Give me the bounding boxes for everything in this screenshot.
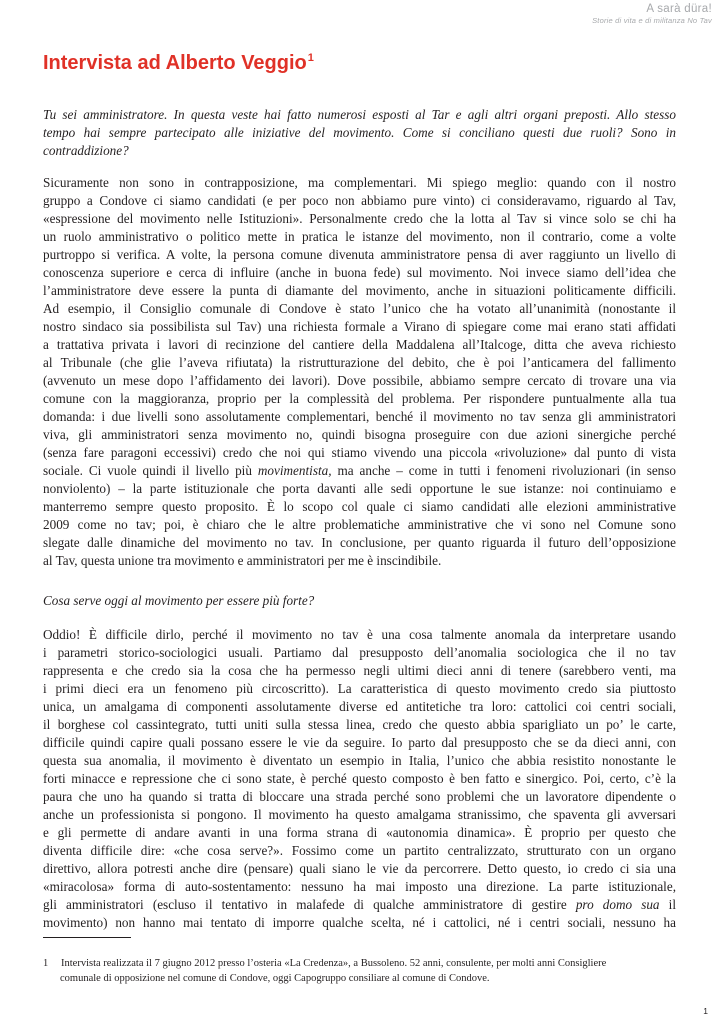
text-line: unica, un amalgama di componenti assolutamente diverse ed antitetiche tra loro: cattolici coi centri sociali, (43, 699, 676, 714)
text-line: nonviolento) – la parte istituzionale che porta davanti alle sedi opportune le sue istanze: noi continuiamo e (43, 481, 676, 496)
answer-1 (43, 174, 676, 570)
footnote-text: Intervista realizzata il 7 giugno 2012 presso l’osteria «La Credenza», a Bussoleno. 52 anni, consulente, per molti anni Consigliere (61, 958, 607, 969)
text-line: gli amministratori (escluso il tentativo in malafede di qualche amministratore di gestire pro domo sua il (43, 897, 676, 912)
text-line: difficile quindi capire quali possano essere le vie da seguire. Io parto dal presupposto che se da dieci anni, con (43, 735, 676, 750)
text-line: paura che uno ha quando si tratta di bloccare una strada perché sono problemi che un lavoratore dipendente o (43, 789, 676, 804)
text-line: (senza fare paragoni eccessivi) credo che noi qui stiamo vivendo una piccola «rivoluzione» dal punto di vista (43, 445, 676, 460)
text-line: rappresenta e che credo sia la cosa che ha permesso negli ultimi dieci anni di tenere (sarebbero venti, ma (43, 663, 676, 678)
text-line: manterremo sempre questo proposito. È lo scopo col quale ci siamo candidati alle elezioni amministrative (43, 499, 676, 514)
running-header (592, 3, 712, 25)
question-1 (43, 106, 676, 160)
emphasis: pro domo sua (575, 897, 660, 912)
text-line: questa sua anomalia, il movimento è diventato un esempio in Italia, l’unico che abbia resistito nonostante le (43, 753, 676, 768)
text-line: «espressione del movimento nelle Istituzioni». Personalmente credo che la lotta al Tav si vince solo se chi ha (43, 211, 676, 226)
footnote-number: 1 (43, 958, 49, 969)
text-line: conoscenza superiore e cerca di influire (anche in buona fede) sul movimento. Noi invece siamo dell’idea che (43, 265, 676, 280)
text-line: Ad esempio, il Consiglio comunale di Condove è stato l’unico che ha votato all’unanimità (nonostante il (43, 301, 676, 316)
text-line: domanda: i due livelli sono assolutamente complementari, benché il movimento no tav senza gli amministratori (43, 409, 676, 424)
text-line: un ruolo amministrativo o politico mette in pratica le istanze del movimento, non il contrario, come a volte (43, 229, 676, 244)
text-line: sociale. Ci vuole quindi il livello più movimentista, ma anche – come in tutti i fenomeni rivoluzionari (in senso (43, 463, 676, 478)
article-title (43, 44, 314, 77)
text-line: Oddio! È difficile dirlo, perché il movimento no tav è una cosa talmente anomala da interpretare usando (43, 627, 676, 642)
text-line: direttivo, allora potresti anche dire (pensare) quali siano le vie da percorrere. Detto questo, io credo ci sia una (43, 861, 676, 876)
text-line: comune con la maggioranza, proprio per la complessità del problema. Per rispondere puntualmente alla tua (43, 391, 676, 406)
text-line: slegate dalle dinamiche del movimento no tav. In conclusione, per quanto riguarda il futuro dell’opposizione (43, 535, 676, 550)
text-line: Cosa serve oggi al movimento per essere più forte? (43, 593, 315, 608)
question-2 (43, 592, 676, 610)
answer-2 (43, 626, 676, 932)
text-line: al Tribunale (che glie l’aveva rifiutata) la ristrutturazione del debito, che è poi l’anticamera del fallimento (43, 355, 676, 370)
text-line: purtroppo si verifica. A volte, la persona comune divenuta amministratore pensa di aver raggiunto un livello di (43, 247, 676, 262)
footnote (43, 956, 683, 986)
text-line: gruppo a Condove ci siamo candidati (e per poco non abbiamo pure vinto) ci consideravamo, riguardo al Tav, (43, 193, 676, 208)
text-line: i parametri storico-sociologici usuali. Partiamo dal presupposto dell’anomalia sociologica che il no tav (43, 645, 676, 660)
text-line: 2009 come no tav; poi, è chiaro che le altre problematiche amministrative che vi sono nel Comune sono (43, 517, 676, 532)
text-line: al Tav, questa unione tra movimento e amministratori per me è inscindibile. (43, 553, 442, 568)
footnote-line: comunale di opposizione nel comune di Condove, oggi Capogruppo consiliare al comune di Condove. (60, 973, 490, 984)
text-line: movimento) non hanno mai tentato di imporre qualche scelta, né i cattolici, né i centri sociali, nessuno ha (43, 915, 676, 930)
book-title: A sarà düra! (646, 3, 712, 15)
article-title-text: Intervista ad Alberto Veggio (43, 52, 307, 74)
text-line: il borghese col cassintegrato, tutti uniti sulla stessa linea, credo che questo abbia sparigliato un po’ le carte, (43, 717, 676, 732)
book-subtitle: Storie di vita e di militanza No Tav (592, 16, 712, 25)
text-line: (avvenuto un mese dopo l’affidamento dei lavori). Dove possibile, abbiamo sempre cercato di trovare una via (43, 373, 676, 388)
footnote-line (43, 956, 683, 971)
text-line: diventa difficile dire: «che cosa serve?». Fossimo come un partito centralizzato, strutturato con un organo (43, 843, 676, 858)
text-line: i primi dieci era un fenomeno più circoscritto). La caratteristica di questo movimento credo sia piuttosto (43, 681, 676, 696)
emphasis: movimentista, (257, 463, 332, 478)
text-line: «miracolosa» forma di auto-sostentamento: nessuno ha mai imposto una direzione. La parte istituzionale, (43, 879, 676, 894)
text-line: Tu sei amministratore. In questa veste hai fatto numerosi esposti al Tar e agli altri organi preposti. Allo stesso (43, 107, 676, 122)
footnote-separator (43, 937, 131, 938)
page-number: 1 (703, 1006, 708, 1016)
text-line: contraddizione? (43, 143, 129, 158)
text-line: a trattativa privata i lavori di recinzione del cantiere della Maddalena all’Italcoge, ditta che aveva richiesto (43, 337, 676, 352)
text-line: Sicuramente non sono in contrapposizione, ma complementari. Mi spiego meglio: quando con il nostro (43, 175, 676, 190)
text-line: l’amministratore deve essere la punta di diamante del movimento, anche in situazioni politicamente difficili. (43, 283, 676, 298)
text-line: e gli permette di andare avanti in una forma strana di «autonomia dinamica». È proprio per questo che (43, 825, 676, 840)
text-line: viva, gli amministratori senza movimento no, quindi bisogna proseguire con due azioni sinergiche perché (43, 427, 676, 442)
text-line: forti minacce e repressione che ci sono state, è perché questo composto è ben fatto e sinergico. Poi, certo, c’è la (43, 771, 676, 786)
footnote-reference[interactable]: 1 (307, 52, 314, 64)
text-line: nostro sindaco sia possibilista sul Tav) una richiesta formale a Virano di spiegare come mai erano stati affidati (43, 319, 676, 334)
text-line: anche un professionista si pongono. Il movimento ha questo amalgama stranissimo, che spaventa gli avversari (43, 807, 676, 822)
text-line: tempo hai sempre partecipato alle iniziative del movimento. Come si conciliano questi due ruoli? Sono in (43, 125, 676, 140)
